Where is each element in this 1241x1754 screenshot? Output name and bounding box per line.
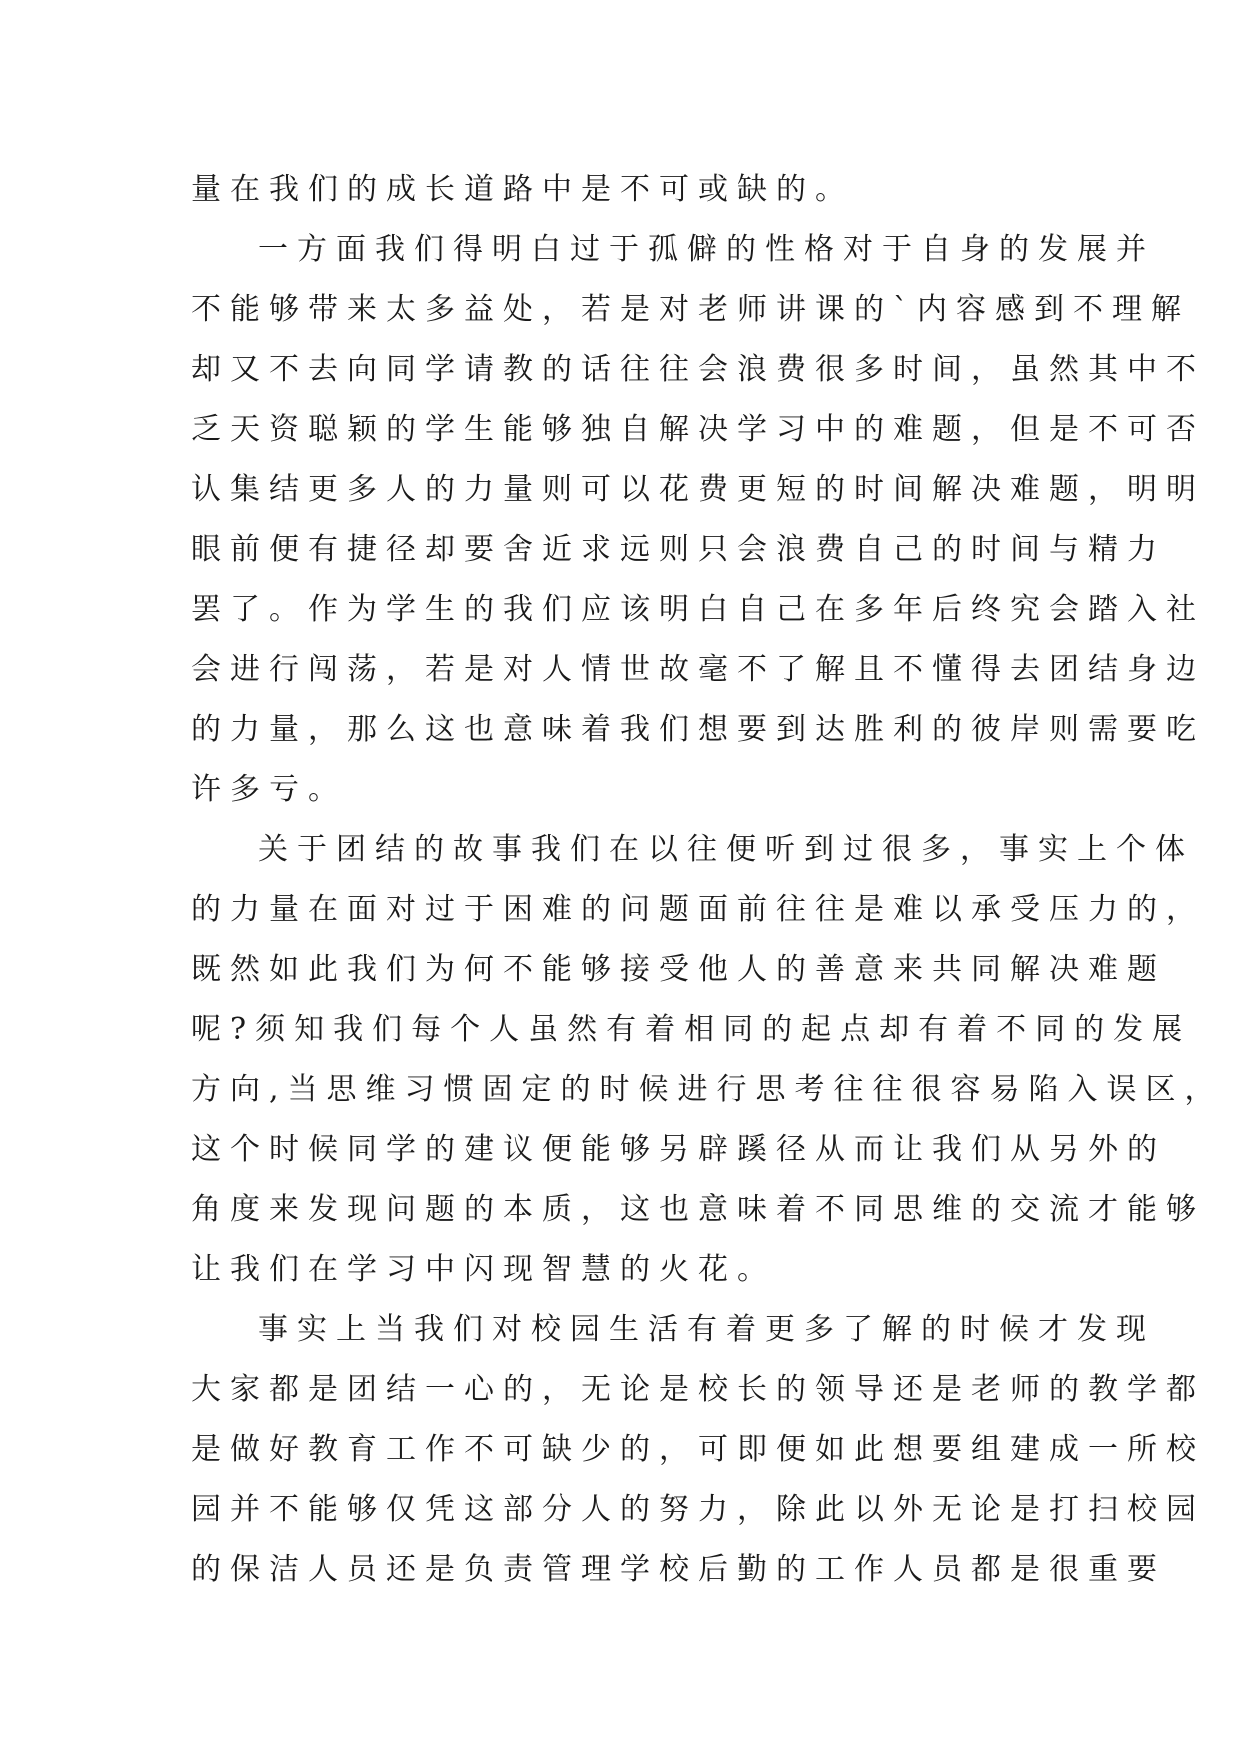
text-line: 量在我们的成长道路中是不可或缺的。 [191, 172, 854, 207]
text-line: 是做好教育工作不可缺少的，可即便如此想要组建成一所校 [191, 1432, 1205, 1467]
text-line: 园并不能够仅凭这部分人的努力，除此以外无论是打扫校园 [191, 1492, 1205, 1527]
text-line: 既然如此我们为何不能够接受他人的善意来共同解决难题 [191, 952, 1166, 987]
paragraph-1 [191, 160, 1051, 220]
text-line: 罢了。作为学生的我们应该明白自己在多年后终究会踏入社 [191, 592, 1205, 627]
text-line: 事实上当我们对校园生活有着更多了解的时候才发现 [258, 1312, 1155, 1347]
text-line: 让我们在学习中闪现智慧的火花。 [191, 1252, 776, 1287]
text-line: 这个时候同学的建议便能够另辟蹊径从而让我们从另外的 [191, 1132, 1166, 1167]
paragraph-2 [191, 220, 1205, 820]
text-line: 的保洁人员还是负责管理学校后勤的工作人员都是很重要 [191, 1552, 1166, 1587]
text-line: 乏天资聪颖的学生能够独自解决学习中的难题，但是不可否 [191, 412, 1205, 447]
text-line: 关于团结的故事我们在以往便听到过很多，事实上个体 [258, 832, 1194, 867]
text-line: 不能够带来太多益处，若是对老师讲课的`内容感到不理解 [191, 292, 1190, 327]
text-line: 方向,当思维习惯固定的时候进行思考往往很容易陷入误区， [191, 1072, 1224, 1107]
text-line: 大家都是团结一心的，无论是校长的领导还是老师的教学都 [191, 1372, 1205, 1407]
text-line: 会进行闯荡，若是对人情世故毫不了解且不懂得去团结身边 [191, 652, 1205, 687]
text-line: 呢?须知我们每个人虽然有着相同的起点却有着不同的发展 [191, 1012, 1192, 1047]
text-line: 的力量，那么这也意味着我们想要到达胜利的彼岸则需要吃 [191, 712, 1205, 747]
text-line: 却又不去向同学请教的话往往会浪费很多时间，虽然其中不 [191, 352, 1205, 387]
text-line: 眼前便有捷径却要舍近求远则只会浪费自己的时间与精力 [191, 532, 1166, 567]
text-line: 许多亏。 [191, 772, 347, 807]
document-body [191, 160, 1224, 1600]
text-line: 的力量在面对过于困难的问题面前往往是难以承受压力的， [191, 892, 1205, 927]
text-line: 一方面我们得明白过于孤僻的性格对于自身的发展并 [258, 232, 1155, 267]
paragraph-3 [191, 820, 1224, 1300]
text-line: 认集结更多人的力量则可以花费更短的时间解决难题，明明 [191, 472, 1205, 507]
text-line: 角度来发现问题的本质，这也意味着不同思维的交流才能够 [191, 1192, 1205, 1227]
paragraph-4 [191, 1300, 1205, 1600]
